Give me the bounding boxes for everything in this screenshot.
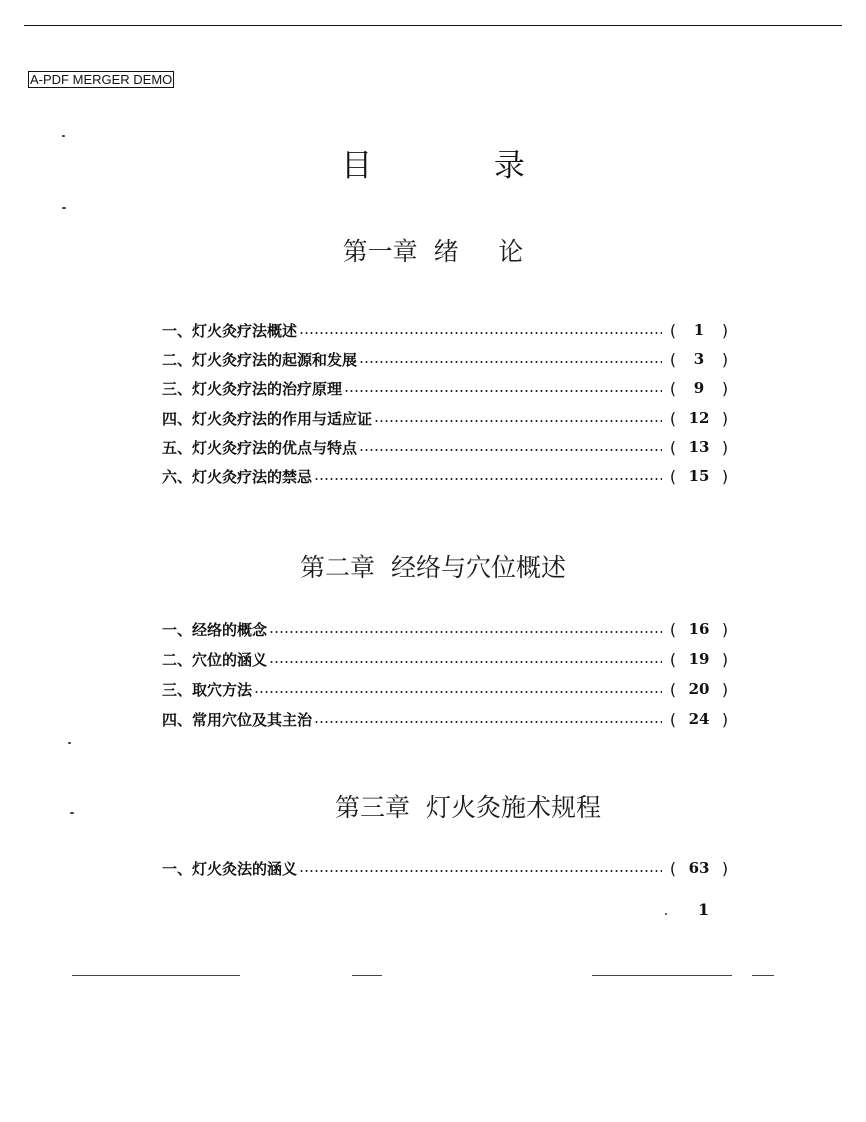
paren-open: ( xyxy=(669,437,677,457)
toc-entry-page: 24 xyxy=(688,710,710,728)
toc-entry-label: 一、灯火灸法的涵义 xyxy=(162,859,298,878)
toc-entry-label: 二、灯火灸疗法的起源和发展 xyxy=(162,350,358,369)
toc-entry xyxy=(162,376,732,400)
dot-leader xyxy=(359,361,662,363)
dot-leader xyxy=(269,661,662,663)
dot-leader xyxy=(314,478,662,480)
paren-close: ) xyxy=(721,619,729,639)
paren-close: ) xyxy=(721,378,729,398)
dot-leader xyxy=(359,449,662,451)
toc-entry-page: 1 xyxy=(693,321,705,339)
paren-close: ) xyxy=(721,679,729,699)
toc-entry-label: 一、经络的概念 xyxy=(162,620,268,639)
chapter-2-title: 第二章 经络与穴位概述 xyxy=(300,553,566,582)
paren-open: ( xyxy=(669,679,677,699)
page-number: 1 xyxy=(698,900,710,919)
scan-line xyxy=(72,975,240,976)
toc-entry xyxy=(162,406,732,430)
toc-entry xyxy=(162,856,732,880)
scan-line xyxy=(352,975,382,976)
toc-entry-page: 63 xyxy=(688,859,710,877)
scan-speck xyxy=(62,135,65,137)
toc-entry-page: 12 xyxy=(688,409,710,427)
dot-leader xyxy=(269,631,662,633)
chapter-3-title: 第三章 灯火灸施术规程 xyxy=(335,793,601,822)
toc-entry xyxy=(162,464,732,488)
toc-entry-label: 六、灯火灸疗法的禁忌 xyxy=(162,467,313,486)
toc-entry xyxy=(162,617,732,641)
paren-open: ( xyxy=(669,619,677,639)
scan-line xyxy=(592,975,732,976)
paren-close: ) xyxy=(721,349,729,369)
scan-speck xyxy=(68,742,71,744)
toc-entry-label: 一、灯火灸疗法概述 xyxy=(162,321,298,340)
dot-leader xyxy=(374,420,662,422)
watermark-label: A-PDF MERGER DEMO xyxy=(30,72,173,87)
toc-entry xyxy=(162,435,732,459)
toc-entry-page: 16 xyxy=(688,620,710,638)
toc-entry-page: 19 xyxy=(688,650,710,668)
toc-entry xyxy=(162,347,732,371)
paren-open: ( xyxy=(669,858,677,878)
paren-open: ( xyxy=(669,709,677,729)
scan-speck xyxy=(665,913,667,915)
paren-open: ( xyxy=(669,320,677,340)
page-title: 目 录 xyxy=(341,148,581,184)
dot-leader xyxy=(344,390,662,392)
paren-close: ) xyxy=(721,709,729,729)
scan-line xyxy=(752,975,774,976)
paren-close: ) xyxy=(721,466,729,486)
paren-open: ( xyxy=(669,408,677,428)
toc-entry-label: 四、灯火灸疗法的作用与适应证 xyxy=(162,409,373,428)
toc-entry-page: 9 xyxy=(693,379,705,397)
toc-entry-label: 三、取穴方法 xyxy=(162,680,253,699)
toc-entry xyxy=(162,318,732,342)
paren-close: ) xyxy=(721,408,729,428)
toc-entry-page: 15 xyxy=(688,467,710,485)
toc-entry-label: 二、穴位的涵义 xyxy=(162,650,268,669)
scan-speck xyxy=(70,812,74,814)
toc-entry xyxy=(162,677,732,701)
toc-entry-label: 四、常用穴位及其主治 xyxy=(162,710,313,729)
paren-open: ( xyxy=(669,649,677,669)
paren-close: ) xyxy=(721,320,729,340)
paren-close: ) xyxy=(721,858,729,878)
paren-open: ( xyxy=(669,378,677,398)
paren-close: ) xyxy=(721,437,729,457)
paren-open: ( xyxy=(669,349,677,369)
dot-leader xyxy=(299,870,662,872)
paren-close: ) xyxy=(721,649,729,669)
toc-entry-page: 13 xyxy=(688,438,710,456)
dot-leader xyxy=(299,332,662,334)
toc-entry-label: 五、灯火灸疗法的优点与特点 xyxy=(162,438,358,457)
top-rule xyxy=(24,25,842,26)
toc-entry-page: 3 xyxy=(693,350,705,368)
dot-leader xyxy=(314,721,662,723)
toc-entry-page: 20 xyxy=(688,680,710,698)
dot-leader xyxy=(254,691,662,693)
chapter-1-title: 第一章 绪 论 xyxy=(342,237,524,266)
scan-speck xyxy=(62,207,66,209)
toc-entry xyxy=(162,707,732,731)
toc-entry xyxy=(162,647,732,671)
paren-open: ( xyxy=(669,466,677,486)
toc-entry-label: 三、灯火灸疗法的治疗原理 xyxy=(162,379,343,398)
